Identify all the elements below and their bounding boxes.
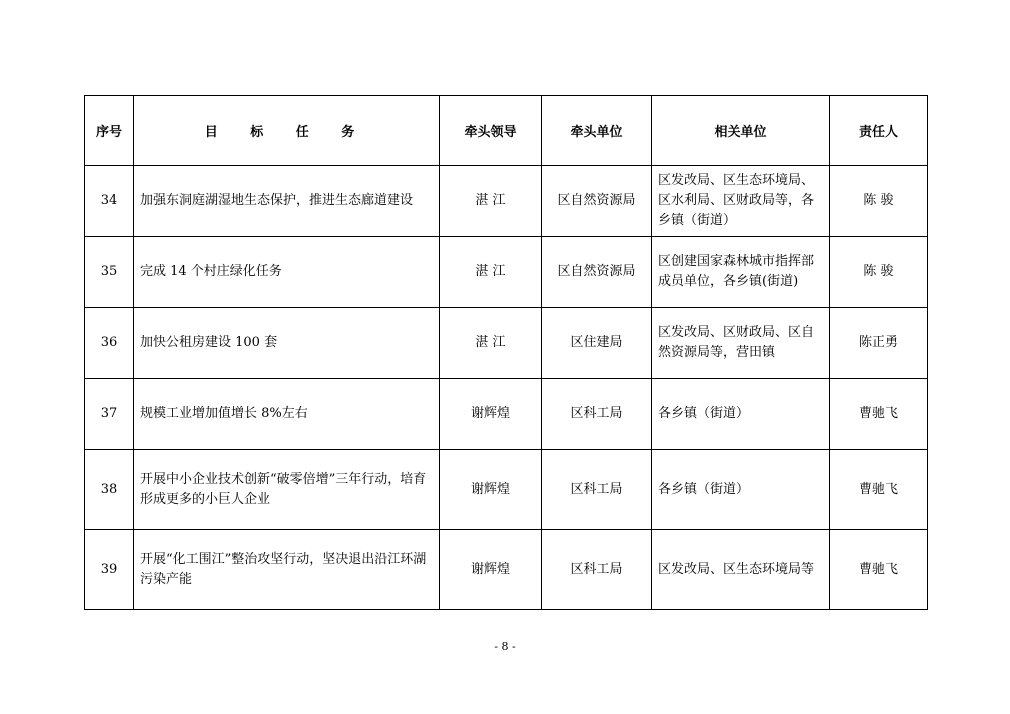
cell-task: 规模工业增加值增长 8%左右 bbox=[134, 379, 440, 450]
page-number: - 8 - bbox=[494, 640, 516, 653]
cell-seq: 36 bbox=[85, 308, 134, 379]
cell-related-units: 区创建国家森林城市指挥部成员单位，各乡镇(街道) bbox=[652, 237, 830, 308]
cell-task: 加强东洞庭湖湿地生态保护，推进生态廊道建设 bbox=[134, 166, 440, 237]
header-responsible: 责任人 bbox=[830, 96, 928, 166]
cell-seq: 34 bbox=[85, 166, 134, 237]
table-row bbox=[85, 308, 928, 379]
cell-lead-unit: 区科工局 bbox=[542, 530, 652, 610]
cell-seq: 38 bbox=[85, 450, 134, 530]
header-related-units: 相关单位 bbox=[652, 96, 830, 166]
cell-lead-unit: 区住建局 bbox=[542, 308, 652, 379]
cell-task: 开展中小企业技术创新“破零倍增”三年行动，培育形成更多的小巨人企业 bbox=[134, 450, 440, 530]
cell-task: 加快公租房建设 100 套 bbox=[134, 308, 440, 379]
cell-seq: 37 bbox=[85, 379, 134, 450]
header-lead-unit: 牵头单位 bbox=[542, 96, 652, 166]
cell-responsible: 曹驰飞 bbox=[830, 379, 928, 450]
cell-lead-unit: 区科工局 bbox=[542, 450, 652, 530]
header-seq: 序号 bbox=[85, 96, 134, 166]
cell-responsible: 曹驰飞 bbox=[830, 450, 928, 530]
cell-task: 开展“化工围江”整治攻坚行动，坚决退出沿江环湖污染产能 bbox=[134, 530, 440, 610]
cell-leader: 湛 江 bbox=[440, 237, 542, 308]
cell-responsible: 曹驰飞 bbox=[830, 530, 928, 610]
header-task: 目 标 任 务 bbox=[134, 96, 440, 166]
cell-responsible: 陈正勇 bbox=[830, 308, 928, 379]
cell-related-units: 各乡镇（街道） bbox=[652, 450, 830, 530]
cell-leader: 谢辉煌 bbox=[440, 530, 542, 610]
table-row bbox=[85, 530, 928, 610]
table-row bbox=[85, 379, 928, 450]
header-leader: 牵头领导 bbox=[440, 96, 542, 166]
cell-related-units: 区发改局、区生态环境局、区水利局、区财政局等，各乡镇（街道） bbox=[652, 166, 830, 237]
cell-related-units: 区发改局、区生态环境局等 bbox=[652, 530, 830, 610]
cell-lead-unit: 区自然资源局 bbox=[542, 237, 652, 308]
cell-seq: 35 bbox=[85, 237, 134, 308]
cell-lead-unit: 区科工局 bbox=[542, 379, 652, 450]
cell-related-units: 区发改局、区财政局、区自然资源局等，营田镇 bbox=[652, 308, 830, 379]
cell-task: 完成 14 个村庄绿化任务 bbox=[134, 237, 440, 308]
cell-seq: 39 bbox=[85, 530, 134, 610]
task-table bbox=[84, 95, 928, 610]
cell-responsible: 陈 骏 bbox=[830, 166, 928, 237]
cell-leader: 湛 江 bbox=[440, 308, 542, 379]
table-row bbox=[85, 166, 928, 237]
header-row bbox=[85, 96, 928, 166]
cell-leader: 湛 江 bbox=[440, 166, 542, 237]
table-row bbox=[85, 237, 928, 308]
table-row bbox=[85, 450, 928, 530]
cell-lead-unit: 区自然资源局 bbox=[542, 166, 652, 237]
cell-responsible: 陈 骏 bbox=[830, 237, 928, 308]
cell-leader: 谢辉煌 bbox=[440, 379, 542, 450]
cell-leader: 谢辉煌 bbox=[440, 450, 542, 530]
cell-related-units: 各乡镇（街道） bbox=[652, 379, 830, 450]
